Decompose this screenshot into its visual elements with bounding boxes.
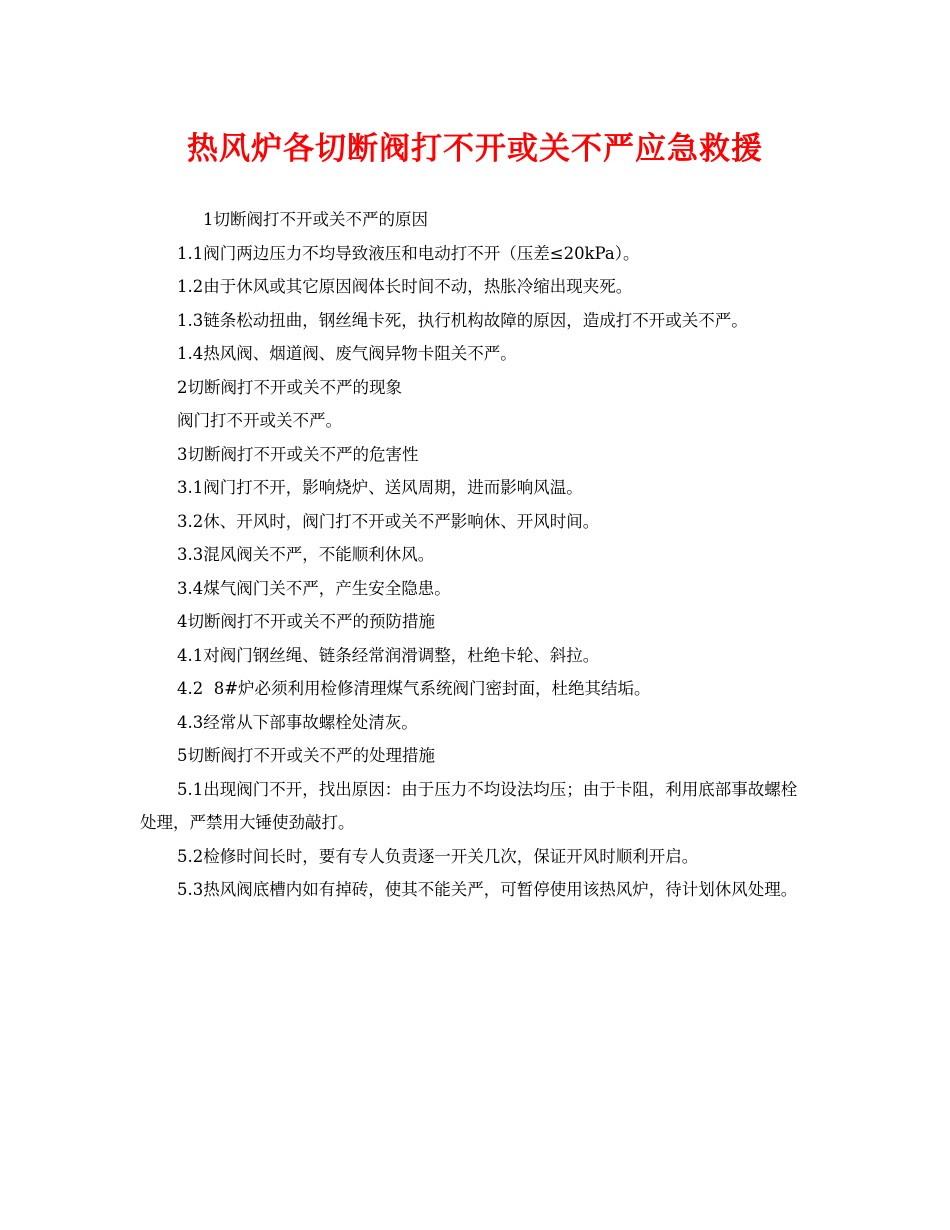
paragraph-4-2: 4.2 8#炉必须利用检修清理煤气系统阀门密封面，杜绝其结垢。 xyxy=(177,679,651,698)
paragraph-2-text: 阀门打不开或关不严。 xyxy=(177,411,342,430)
paragraph-3-4: 3.4煤气阀门关不严，产生安全隐患。 xyxy=(177,578,451,598)
paragraph-3-1: 3.1阀门打不开，影响烧炉、送风周期，进而影响风温。 xyxy=(177,478,583,497)
paragraph-4-1: 4.1对阀门钢丝绳、链条经常润滑调整，杜绝卡轮、斜拉。 xyxy=(177,645,600,665)
paragraph-5-1: 5.1出现阀门不开，找出原因：由于压力不均设法均压；由于卡阻，利用底部事故螺栓处理，严禁用大锤使劲敲打。 xyxy=(140,779,798,832)
section-heading-4: 4切断阀打不开或关不严的预防措施 xyxy=(177,612,435,631)
paragraph-3-2: 3.2休、开风时，阀门打不开或关不严影响休、开风时间。 xyxy=(177,511,600,531)
paragraph-1-3: 1.3链条松动扭曲，钢丝绳卡死，执行机构故障的原因，造成打不开或关不严。 xyxy=(177,310,748,330)
paragraph-1-4: 1.4热风阀、烟道阀、废气阀异物卡阻关不严。 xyxy=(177,344,517,363)
paragraph-1-2: 1.2由于休风或其它原因阀体长时间不动，热胀冷缩出现夹死。 xyxy=(177,277,633,296)
section-heading-5: 5切断阀打不开或关不严的处理措施 xyxy=(177,746,435,765)
paragraph-5-3: 5.3热风阀底槽内如有掉砖，使其不能关严，可暂停使用该热风炉，待计划休风处理。 xyxy=(177,880,798,899)
document-title: 热风炉各切断阀打不开或关不严应急救援 xyxy=(187,131,763,167)
paragraph-3-3: 3.3混风阀关不严，不能顺利休风。 xyxy=(177,545,435,564)
section-heading-1: 1切断阀打不开或关不严的原因 xyxy=(203,210,428,229)
section-heading-3: 3切断阀打不开或关不严的危害性 xyxy=(177,444,419,464)
paragraph-4-3: 4.3经常从下部事故螺栓处清灰。 xyxy=(177,712,418,732)
paragraph-1-1: 1.1阀门两边压力不均导致液压和电动打不开（压差≤20kPa）。 xyxy=(177,243,640,263)
document-body xyxy=(140,203,812,907)
section-heading-2: 2切断阀打不开或关不严的现象 xyxy=(177,377,402,397)
paragraph-5-2: 5.2检修时间长时，要有专人负责逐一开关几次，保证开风时顺利开启。 xyxy=(177,846,699,866)
